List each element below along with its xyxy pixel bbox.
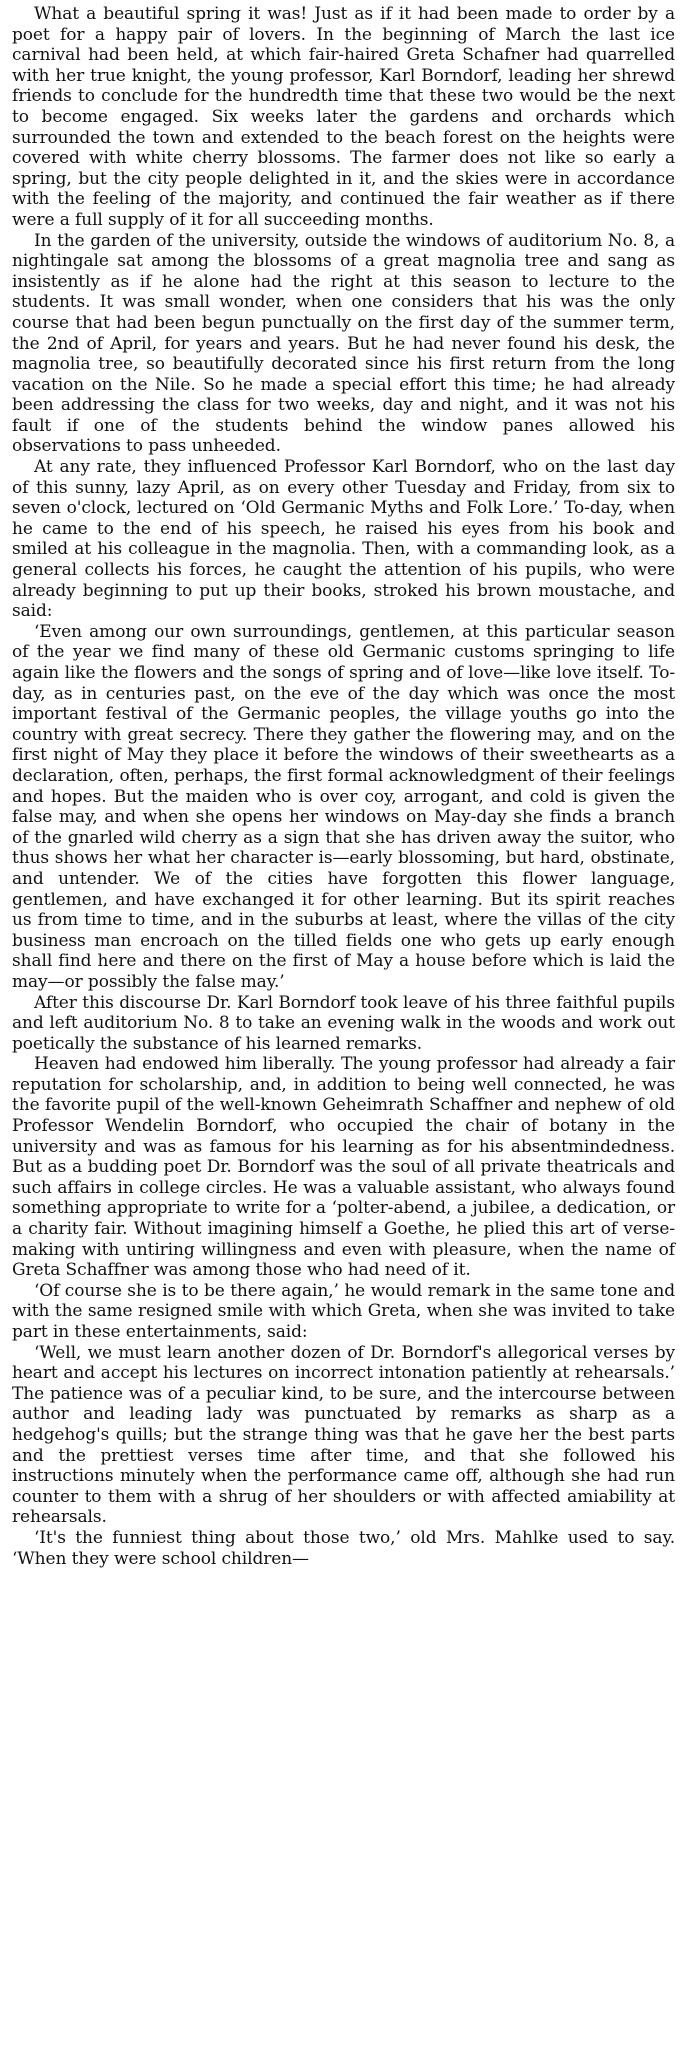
article-paragraph: After this discourse Dr. Karl Borndorf took leave of his three faithful pupils and left auditorium No. 8 to take an evening walk in the woods and work out poetically the substance of his learned remarks.: [12, 992, 675, 1054]
article-paragraph: ‘Of course she is to be there again,’ he would remark in the same tone and with the same resigned smile with which Greta, when she was invited to take part in these entertainments, said:: [12, 1280, 675, 1342]
article-paragraph: ‘It's the funniest thing about those two,’ old Mrs. Mahlke used to say. ‘When they were school children—: [12, 1527, 675, 1569]
article-paragraph: Heaven had endowed him liberally. The young professor had already a fair reputation for scholarship, and, in addition to being well connected, he was the favorite pupil of the well-known Geheimrath Schaffner and nephew of old Professor Wendelin Borndorf, who occupied the chair of botany in the university and was as famous for his learning as for his absentmindedness. But as a budding poet Dr. Borndorf was the soul of all private theatricals and such affairs in college circles. He was a valuable assistant, who always found something appropriate to write for a ‘polter-abend, a jubilee, a dedication, or a charity fair. Without imagining himself a Goethe, he plied this art of verse-making with untiring willingness and even with pleasure, when the name of Greta Schaffner was among those who had need of it.: [12, 1054, 675, 1281]
article-paragraph: In the garden of the university, outside the windows of auditorium No. 8, a nightingale sat among the blossoms of a great magnolia tree and sang as insistently as if he alone had the right at this season to lecture to the students. It was small wonder, when one considers that his was the only course that had been begun punctually on the first day of the summer term, the 2nd of April, for years and years. But he had never found his desk, the magnolia tree, so beautifully decorated since his first return from the long vacation on the Nile. So he made a special effort this time; he had already been addressing the class for two weeks, day and night, and it was not his fault if one of the students behind the window panes allowed his observations to pass unheeded.: [12, 230, 675, 457]
article-paragraph: At any rate, they influenced Professor Karl Borndorf, who on the last day of this sunny, lazy April, as on every other Tuesday and Friday, from six to seven o'clock, lectured on ‘Old Germanic Myths and Folk Lore.’ To-day, when he came to the end of his speech, he raised his eyes from his book and smiled at his colleague in the magnolia. Then, with a commanding look, as a general collects his forces, he caught the attention of his pupils, who were already beginning to put up their books, stroked his brown moustache, and said:: [12, 457, 675, 622]
article-column: [12, 4, 675, 1569]
article-paragraph: ‘Well, we must learn another dozen of Dr. Borndorf's allegorical verses by heart and accept his lectures on incorrect intonation patiently at rehearsals.’ The patience was of a peculiar kind, to be sure, and the intercourse between author and leading lady was punctuated by remarks as sharp as a hedgehog's quills; but the strange thing was that he gave her the best parts and the prettiest verses time after time, and that she followed his instructions minutely when the performance came off, although she had run counter to them with a shrug of her shoulders or with affected amiability at rehearsals.: [12, 1342, 675, 1528]
article-paragraph: What a beautiful spring it was! Just as if it had been made to order by a poet for a happy pair of lovers. In the beginning of March the last ice carnival had been held, at which fair-haired Greta Schafner had quarrelled with her true knight, the young professor, Karl Borndorf, leading her shrewd friends to conclude for the hundredth time that these two would be the next to become engaged. Six weeks later the gardens and orchards which surrounded the town and extended to the beach forest on the heights were covered with white cherry blossoms. The farmer does not like so early a spring, but the city people delighted in it, and the skies were in accordance with the feeling of the majority, and continued the fair weather as if there were a full supply of it for all succeeding months.: [12, 4, 675, 230]
article-paragraph: ‘Even among our own surroundings, gentlemen, at this particular season of the year we find many of these old Germanic customs springing to life again like the flowers and the songs of spring and of love—like love itself. To-day, as in centuries past, on the eve of the day which was once the most important festival of the Germanic peoples, the village youths go into the country with great secrecy. There they gather the flowering may, and on the first night of May they place it before the windows of their sweethearts as a declaration, often, perhaps, the first formal acknowledgment of their feelings and hopes. But the maiden who is over coy, arrogant, and cold is given the false may, and when she opens her windows on May-day she finds a branch of the gnarled wild cherry as a sign that she has driven away the suitor, who thus shows her what her character is—early blossoming, but hard, obstinate, and untender. We of the cities have forgotten this flower language, gentlemen, and have exchanged it for other learning. But its spirit reaches us from time to time, and in the suburbs at least, where the villas of the city business man encroach on the tilled fields one who gets up early enough shall find here and there on the first of May a house before which is laid the may—or possibly the false may.’: [12, 621, 675, 992]
